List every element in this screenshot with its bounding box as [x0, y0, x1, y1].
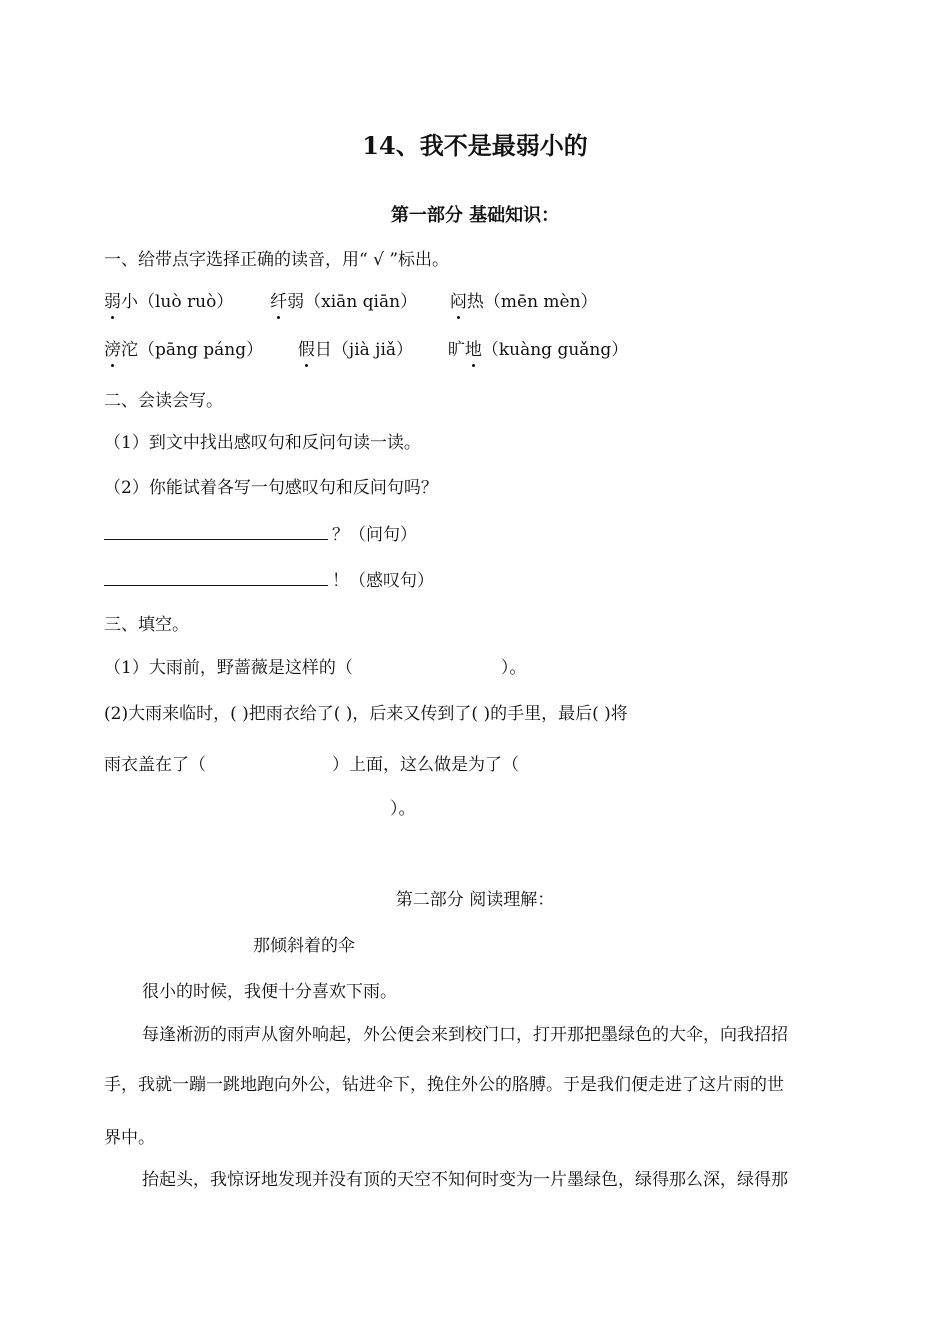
- part1-heading: 第一部分 基础知识：: [390, 205, 560, 226]
- reading-paragraph-3-line1: 抬起头，我惊讶地发现并没有顶的天空不知何时变为一片墨绿色，绿得那么深，绿得那: [142, 1170, 788, 1190]
- reading-paragraph-2-line1: 每逢淅沥的雨声从窗外响起，外公便会来到校门口，打开那把墨绿色的大伞，向我招招: [142, 1025, 788, 1045]
- pinyin-item: 弱小（luò ruò）: [104, 292, 234, 312]
- q2-item2: （2）你能试着各写一句感叹句和反问句吗？: [104, 478, 438, 498]
- q3-item1: （1）大雨前，野蔷薇是这样的（ ）。: [104, 658, 527, 678]
- answer-blank[interactable]: [104, 567, 328, 586]
- q1-row1: [104, 290, 598, 314]
- pinyin-item: 滂沱（pāng páng）: [104, 340, 264, 360]
- q1-heading: 一、给带点字选择正确的读音，用“ √ ”标出。: [104, 250, 450, 270]
- q1-row2: [104, 338, 628, 362]
- dotted-char: 弱: [104, 292, 121, 312]
- q3-item2-line1: (2)大雨来临时，( )把雨衣给了( )，后来又传到了( )的手里，最后( )将: [104, 704, 628, 724]
- pinyin-item: 旷地（kuàng guǎng）: [447, 340, 629, 360]
- q2-blank-exclamation: ！（感叹句）: [104, 567, 434, 593]
- reading-paragraph-2-line3: 界中。: [104, 1128, 155, 1148]
- dotted-char: 假: [297, 340, 315, 360]
- q2-item1: （1）到文中找出感叹句和反问句读一读。: [104, 433, 421, 453]
- q3-item2-line2: 雨衣盖在了（ ）上面，这么做是为了（: [104, 755, 519, 775]
- dotted-char: 闷: [449, 292, 467, 312]
- pinyin-item: 纤弱（xiān qiān）: [270, 292, 418, 312]
- pinyin-item: 假日（jià jiǎ）: [297, 340, 414, 360]
- dotted-char: 滂: [104, 340, 121, 360]
- reading-paragraph-1: 很小的时候，我便十分喜欢下雨。: [142, 982, 397, 1002]
- q2-blank-question: ？（问句）: [104, 521, 417, 547]
- dotted-char: 纤: [270, 292, 288, 312]
- part2-heading: 第二部分 阅读理解：: [395, 890, 555, 910]
- reading-paragraph-2-line2: 手，我就一蹦一跳地跑向外公，钻进伞下，挽住外公的胳膊。于是我们便走进了这片雨的世: [104, 1075, 784, 1095]
- q2-heading: 二、会读会写。: [104, 391, 223, 411]
- q3-item2-line3: ）。: [390, 799, 416, 819]
- answer-blank[interactable]: [104, 521, 328, 540]
- dotted-char: 地: [464, 340, 482, 360]
- page-title: 14、我不是最弱小的: [362, 131, 588, 160]
- q3-heading: 三、填空。: [104, 615, 189, 635]
- pinyin-item: 闷热（mēn mèn）: [449, 292, 598, 312]
- reading-title: 那倾斜着的伞: [253, 936, 355, 956]
